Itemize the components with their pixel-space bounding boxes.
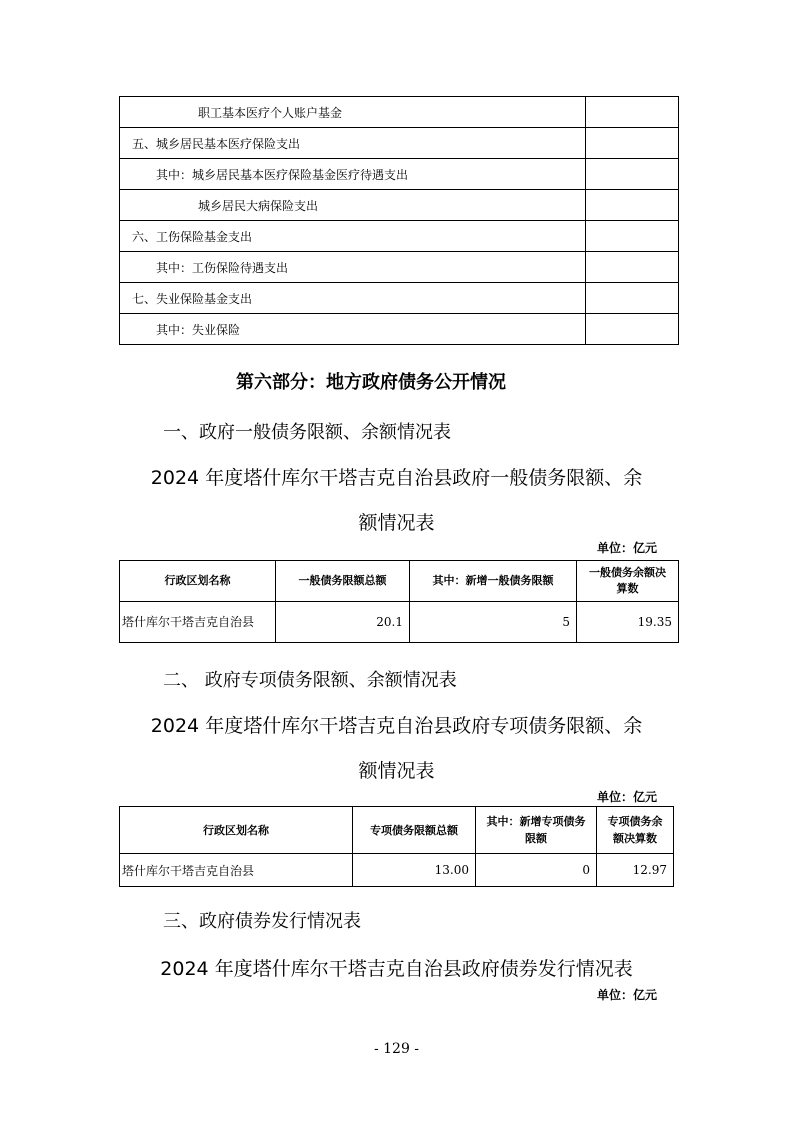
section3-unit: 单位：亿元 — [597, 988, 658, 1002]
general-debt-table — [119, 560, 679, 643]
column-header: 专项债务余额决算数 — [597, 807, 674, 854]
section3-title: 2024 年度塔什库尔干塔吉克自治县政府债券发行情况表 — [160, 958, 633, 980]
column-header: 一般债务限额总额 — [276, 561, 410, 602]
section1-unit: 单位：亿元 — [597, 541, 658, 555]
column-header: 一般债务余额决算数 — [577, 561, 679, 602]
table-row — [120, 159, 679, 190]
column-header: 行政区划名称 — [120, 561, 276, 602]
table-row — [120, 854, 674, 887]
value-cell: 0 — [476, 854, 597, 887]
section1-title-line2: 额情况表 — [358, 512, 435, 534]
region-name-cell: 塔什库尔干塔吉克自治县 — [120, 602, 276, 643]
column-header: 专项债务限额总额 — [353, 807, 476, 854]
section2-title-line1: 2024 年度塔什库尔干塔吉克自治县政府专项债务限额、余 — [150, 715, 643, 737]
section1-title-line1: 2024 年度塔什库尔干塔吉克自治县政府一般债务限额、余 — [150, 467, 643, 489]
table-row — [120, 190, 679, 221]
table-cell: 其中：工伤保险待遇支出 — [120, 252, 586, 283]
table-cell-empty — [586, 314, 679, 345]
section3-heading: 三、政府债券发行情况表 — [163, 911, 361, 932]
table-row — [120, 252, 679, 283]
table-cell-empty — [586, 190, 679, 221]
page-number: - 129 - — [373, 1041, 420, 1057]
table-cell: 六、工伤保险基金支出 — [120, 221, 586, 252]
table-header-row — [120, 561, 679, 602]
region-name-cell: 塔什库尔干塔吉克自治县 — [120, 854, 353, 887]
section2-heading: 二、 政府专项债务限额、余额情况表 — [163, 670, 457, 691]
table-cell: 城乡居民大病保险支出 — [120, 190, 586, 221]
part-title: 第六部分：地方政府债务公开情况 — [236, 372, 506, 393]
table-row — [120, 314, 679, 345]
special-debt-table — [119, 806, 674, 887]
column-header: 其中：新增一般债务限额 — [410, 561, 577, 602]
table-cell: 七、失业保险基金支出 — [120, 283, 586, 314]
table-cell: 五、城乡居民基本医疗保险支出 — [120, 128, 586, 159]
insurance-expenditure-table — [119, 96, 679, 345]
section2-title-line2: 额情况表 — [358, 760, 435, 782]
table-row — [120, 602, 679, 643]
table-cell-empty — [586, 159, 679, 190]
value-cell: 12.97 — [597, 854, 674, 887]
column-header: 其中：新增专项债务限额 — [476, 807, 597, 854]
table-row — [120, 128, 679, 159]
section1-heading: 一、政府一般债务限额、余额情况表 — [163, 422, 451, 443]
column-header: 行政区划名称 — [120, 807, 353, 854]
table-cell-empty — [586, 283, 679, 314]
table-header-row — [120, 807, 674, 854]
table-cell: 其中：失业保险 — [120, 314, 586, 345]
table-cell-empty — [586, 128, 679, 159]
section2-unit: 单位：亿元 — [597, 790, 658, 804]
table-row — [120, 221, 679, 252]
value-cell: 5 — [410, 602, 577, 643]
table-cell-empty — [586, 97, 679, 128]
table-cell-empty — [586, 221, 679, 252]
table-row — [120, 97, 679, 128]
table-cell-empty — [586, 252, 679, 283]
table-cell: 职工基本医疗个人账户基金 — [120, 97, 586, 128]
table-row — [120, 283, 679, 314]
value-cell: 19.35 — [577, 602, 679, 643]
table-cell: 其中：城乡居民基本医疗保险基金医疗待遇支出 — [120, 159, 586, 190]
value-cell: 20.1 — [276, 602, 410, 643]
value-cell: 13.00 — [353, 854, 476, 887]
